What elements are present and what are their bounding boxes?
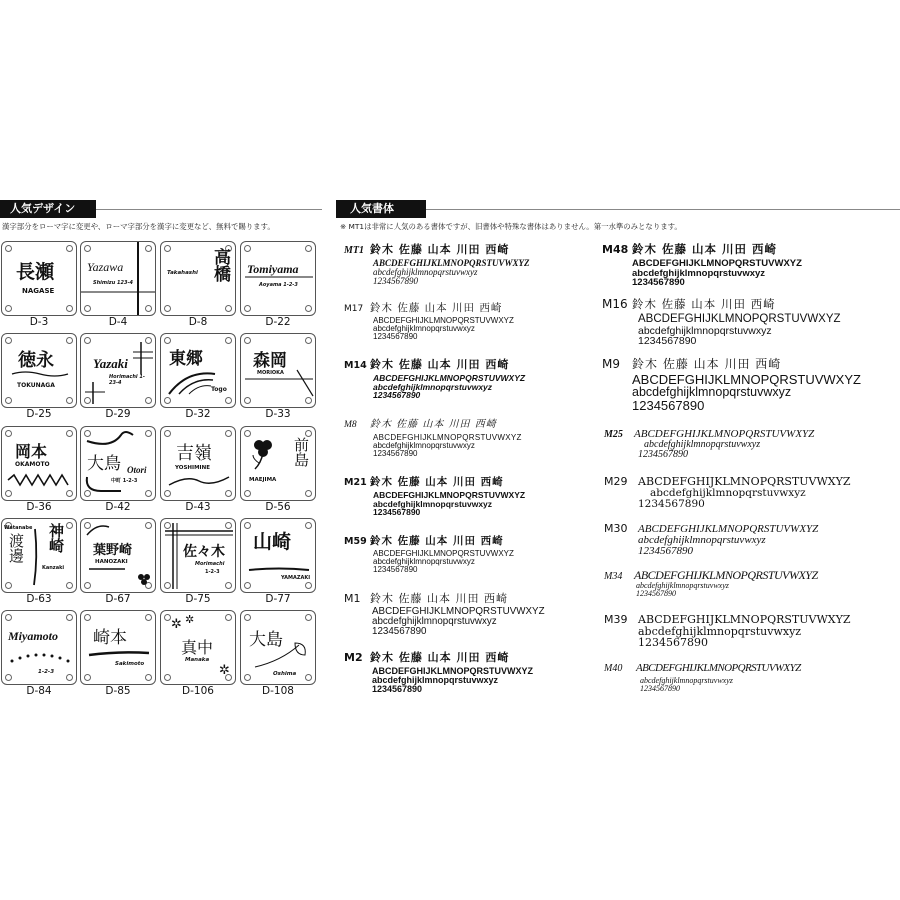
font-sample-m40[interactable] xyxy=(604,658,801,693)
font-digit-sample: 1234567890 xyxy=(373,390,421,400)
plate-d-43[interactable] xyxy=(160,426,236,501)
font-lower-sample: abcdefghijklmnopqrstuvwxyz xyxy=(640,676,733,685)
leaf-icon xyxy=(251,641,311,671)
screw-hole-icon xyxy=(5,397,12,404)
font-code: M34 xyxy=(604,571,623,582)
font-digit-sample: 1234567890 xyxy=(638,545,693,557)
font-jp-sample: 鈴木 佐藤 山本 川田 西崎 xyxy=(632,297,776,311)
font-upper-sample: ABCDEFGHIJKLMNOPQRSTUVWXYZ xyxy=(634,428,815,440)
plate-romaji: Otori xyxy=(127,465,147,475)
plate-d-4[interactable] xyxy=(80,241,156,316)
screw-hole-icon xyxy=(5,245,12,252)
font-sample-m25[interactable] xyxy=(604,424,814,460)
font-lower-sample: abcdefghijklmnopqrstuvwxyz xyxy=(373,557,475,566)
screw-hole-icon xyxy=(5,430,12,437)
screw-hole-icon xyxy=(164,490,171,497)
font-code: M1 xyxy=(344,592,361,605)
screw-hole-icon xyxy=(305,490,312,497)
plate-d-63[interactable] xyxy=(1,518,77,593)
font-code: M14 xyxy=(344,360,367,371)
plate-romaji: MORIOKA xyxy=(257,370,284,376)
screw-hole-icon xyxy=(305,582,312,589)
plate-code: D-84 xyxy=(26,685,52,697)
font-lower-sample: abcdefghijklmnopqrstuvwxyz xyxy=(373,498,493,509)
plate-d-32[interactable] xyxy=(160,333,236,408)
font-jp-sample: 鈴木 佐藤 山本 川田 西崎 xyxy=(370,592,508,605)
plate-name: 長瀬 xyxy=(16,261,55,283)
popular-designs-header: 人気デザイン xyxy=(0,200,96,218)
font-lower-sample: abcdefghijklmnopqrstuvwxyz xyxy=(650,487,806,499)
screw-hole-icon xyxy=(164,305,171,312)
pattern-border-icon xyxy=(6,473,72,487)
font-lower-sample: abcdefghijklmnopqrstuvwxyz xyxy=(636,581,729,590)
font-jp-sample: 鈴木 佐藤 山本 川田 西崎 xyxy=(370,651,510,664)
screw-hole-icon xyxy=(244,522,251,529)
plate-code: D-4 xyxy=(108,316,128,328)
font-upper-sample: ABCDEFGHIJKLMNOPQRSTUVWXYZ xyxy=(632,372,861,387)
font-sample-m48[interactable] xyxy=(602,240,802,288)
font-digit-sample: 1234567890 xyxy=(632,277,685,288)
plate-code: D-67 xyxy=(105,593,131,605)
font-lower-sample: abcdefghijklmnopqrstuvwxyz xyxy=(373,381,493,392)
plate-name: 崎本 xyxy=(93,628,127,648)
brush-stroke-icon xyxy=(167,368,217,396)
flourish-icon xyxy=(10,370,70,378)
font-code: M30 xyxy=(604,522,628,535)
font-digit-sample: 1234567890 xyxy=(632,397,705,413)
font-digit-sample: 1234567890 xyxy=(638,497,705,510)
font-code: M48 xyxy=(602,243,629,256)
font-digit-sample: 1234567890 xyxy=(373,332,418,341)
plate-code: D-22 xyxy=(265,316,291,328)
plate-romaji: Takahashi xyxy=(167,270,198,276)
header-rule xyxy=(426,209,900,210)
plate-romaji: OKAMOTO xyxy=(15,461,50,468)
plate-code: D-36 xyxy=(26,501,52,513)
font-code: M8 xyxy=(344,420,357,430)
font-sample-mt1[interactable] xyxy=(344,240,530,286)
font-upper-sample: ABCDEFGHIJKLMNOPQRSTUVWXYZ xyxy=(373,549,514,558)
screw-hole-icon xyxy=(164,245,171,252)
screw-hole-icon xyxy=(84,674,91,681)
screw-hole-icon xyxy=(164,614,171,621)
font-digit-sample: 1234567890 xyxy=(638,335,697,347)
plate-code: D-108 xyxy=(262,685,294,697)
screw-hole-icon xyxy=(5,614,12,621)
plate-d-29[interactable] xyxy=(80,333,156,408)
plate-romaji: Manaka xyxy=(185,657,210,663)
font-sample-m39[interactable] xyxy=(604,610,851,648)
font-sample-m30[interactable] xyxy=(604,519,818,557)
font-code: M59 xyxy=(344,536,367,547)
font-code: M40 xyxy=(604,663,623,674)
font-digit-sample: 1234567890 xyxy=(636,589,676,598)
plate-name: 真中 xyxy=(181,638,214,657)
screw-hole-icon xyxy=(5,337,12,344)
plate-d-25[interactable] xyxy=(1,333,77,408)
plate-code: D-25 xyxy=(26,408,52,420)
header-rule xyxy=(96,209,322,210)
font-sample-m2[interactable] xyxy=(344,648,533,694)
plate-d-33[interactable] xyxy=(240,333,316,408)
plate-code: D-33 xyxy=(265,408,291,420)
plate-name: 佐々木 xyxy=(183,544,225,560)
screw-hole-icon xyxy=(244,614,251,621)
plate-d-106[interactable] xyxy=(160,610,236,685)
font-upper-sample: ABCDEFGHIJKLMNOPQRSTUVWXYZ xyxy=(373,258,530,268)
plate-code: D-32 xyxy=(185,408,211,420)
plate-code: D-29 xyxy=(105,408,131,420)
plate-romaji: YOSHIMINE xyxy=(175,465,210,471)
plate-name: 山崎 xyxy=(253,531,292,553)
screw-hole-icon xyxy=(66,490,73,497)
font-jp-sample: 鈴木 佐藤 山本 川田 西崎 xyxy=(632,242,778,256)
plate-romaji: HANOZAKI xyxy=(95,559,128,565)
line-ornament-icon xyxy=(81,242,156,316)
font-sample-m16[interactable] xyxy=(602,295,841,347)
font-upper-sample: ABCDEFGHIJKLMNOPQRSTUVWXYZ xyxy=(373,316,514,325)
font-lower-sample: abcdefghijklmnopqrstuvwxyz xyxy=(632,267,766,279)
font-sample-m17[interactable] xyxy=(344,298,514,341)
font-lower-sample: abcdefghijklmnopqrstuvwxyz xyxy=(638,625,802,638)
font-upper-sample: ABCDEFGHIJKLMNOPQRSTUVWXYZ xyxy=(373,490,526,500)
font-jp-sample: 鈴木 佐藤 山本 川田 西崎 xyxy=(370,419,497,430)
screw-hole-icon xyxy=(225,614,232,621)
plate-address: Shimizu 123-4 xyxy=(93,280,133,286)
font-jp-sample: 鈴木 佐藤 山本 川田 西崎 xyxy=(370,302,503,314)
plate-name: Tomiyama xyxy=(247,262,299,276)
plate-name: Yazawa xyxy=(87,260,124,274)
plate-romaji: TOKUNAGA xyxy=(17,382,55,389)
font-upper-sample: ABCDEFGHIJKLMNOPQRSTUVWXYZ xyxy=(372,606,545,617)
brush-stroke-icon xyxy=(247,567,311,573)
plate-name: 渡邊 xyxy=(7,533,25,563)
plate-name: Yazaki xyxy=(93,356,128,371)
font-lower-sample: abcdefghijklmnopqrstuvwxyz xyxy=(372,675,499,685)
font-digit-sample: 1234567890 xyxy=(372,684,423,694)
screw-hole-icon xyxy=(66,397,73,404)
screw-hole-icon xyxy=(305,522,312,529)
screw-hole-icon xyxy=(225,397,232,404)
plate-address: Aoyama 1-2-3 xyxy=(259,282,298,288)
screw-hole-icon xyxy=(225,490,232,497)
screw-hole-icon xyxy=(305,674,312,681)
plate-d-56[interactable] xyxy=(240,426,316,501)
flower-icon: ✲ xyxy=(219,663,230,678)
plate-romaji: NAGASE xyxy=(22,287,55,295)
font-jp-sample: 鈴木 佐藤 山本 川田 西崎 xyxy=(370,535,504,547)
plate-code: D-85 xyxy=(105,685,131,697)
font-upper-sample: ABCDEFGHIJKLMNOPQRSTUVWXYZ xyxy=(373,373,526,383)
font-lower-sample: abcdefghijklmnopqrstuvwxyz xyxy=(632,385,792,399)
dots-ornament-icon xyxy=(8,651,72,665)
screw-hole-icon xyxy=(66,430,73,437)
font-digit-sample: 1234567890 xyxy=(638,449,688,460)
clover-icon xyxy=(249,435,277,471)
screw-hole-icon xyxy=(66,522,73,529)
font-sample-m8[interactable] xyxy=(344,414,522,458)
screw-hole-icon xyxy=(66,614,73,621)
font-code: M16 xyxy=(602,297,628,311)
plate-address: 1-2-3 xyxy=(205,569,220,575)
plate-code: D-42 xyxy=(105,501,131,513)
font-sample-m59[interactable] xyxy=(344,531,514,574)
font-upper-sample: ABCDEFGHIJKLMNOPQRSTUVWXYZ xyxy=(638,613,851,626)
plate-name: 大島 xyxy=(249,630,283,650)
font-lower-sample: abcdefghijklmnopqrstuvwxyz xyxy=(644,439,761,450)
font-lower-sample: abcdefghijklmnopqrstuvwxyz xyxy=(372,615,497,627)
screw-hole-icon xyxy=(164,337,171,344)
screw-hole-icon xyxy=(164,430,171,437)
screw-hole-icon xyxy=(5,305,12,312)
font-upper-sample: ABCDEFGHIJKLMNOPQRSTUVWXYZ xyxy=(632,258,802,269)
plate-romaji: Togo xyxy=(211,386,227,393)
font-upper-sample: ABCDEFGHIJKLMNOPQRSTUVWXYZ xyxy=(638,475,851,488)
plate-d-108[interactable] xyxy=(240,610,316,685)
brush-stroke-icon xyxy=(87,651,151,657)
font-code: M39 xyxy=(604,613,628,626)
font-digit-sample: 1234567890 xyxy=(373,507,421,517)
font-digit-sample: 1234567890 xyxy=(373,276,418,286)
screw-hole-icon xyxy=(225,305,232,312)
plate-d-75[interactable] xyxy=(160,518,236,593)
plate-code: D-8 xyxy=(188,316,208,328)
font-code: M2 xyxy=(344,651,363,664)
plate-romaji: Oshima xyxy=(273,671,297,677)
font-lower-sample: abcdefghijklmnopqrstuvwxyz xyxy=(638,534,766,546)
font-sample-m21[interactable] xyxy=(344,472,525,517)
plate-address: Morimachi xyxy=(195,561,225,567)
plate-code: D-56 xyxy=(265,501,291,513)
screw-hole-icon xyxy=(225,430,232,437)
screw-hole-icon xyxy=(244,582,251,589)
font-sample-m9[interactable] xyxy=(602,355,861,412)
screw-hole-icon xyxy=(66,305,73,312)
screw-hole-icon xyxy=(164,674,171,681)
plate-address: 1-2-3 xyxy=(38,669,55,675)
font-digit-sample: 1234567890 xyxy=(373,448,418,458)
font-lower-sample: abcdefghijklmnopqrstuvwxyz xyxy=(373,267,478,277)
plate-d-22[interactable] xyxy=(240,241,316,316)
font-code: MT1 xyxy=(344,245,364,256)
plate-code: D-3 xyxy=(29,316,49,328)
font-code: M29 xyxy=(604,475,628,488)
plate-d-8[interactable] xyxy=(160,241,236,316)
screw-hole-icon xyxy=(84,614,91,621)
font-digit-sample: 1234567890 xyxy=(373,565,418,574)
font-code: M21 xyxy=(344,477,367,488)
line-ornament-icon xyxy=(241,242,316,316)
font-digit-sample: 1234567890 xyxy=(640,684,680,693)
font-lower-sample: abcdefghijklmnopqrstuvwxyz xyxy=(638,324,772,337)
plate-name: 岡本 xyxy=(15,442,48,461)
font-digit-sample: 1234567890 xyxy=(638,636,708,649)
screw-hole-icon xyxy=(164,397,171,404)
font-jp-sample: 鈴木 佐藤 山本 川田 西崎 xyxy=(370,476,504,488)
screw-hole-icon xyxy=(66,582,73,589)
font-jp-sample: 鈴木 佐藤 山本 川田 西崎 xyxy=(632,357,782,371)
plate-romaji: MAEJIMA xyxy=(249,477,277,483)
plate-code: D-43 xyxy=(185,501,211,513)
screw-hole-icon xyxy=(5,490,12,497)
plate-name: 葉野崎 xyxy=(93,543,133,558)
font-upper-sample: ABCDEFGHIJKLMNOPQRSTUVWXYZ xyxy=(634,568,818,582)
plate-d-67[interactable] xyxy=(80,518,156,593)
font-upper-sample: ABCDEFGHIJKLMNOPQRSTUVWXYZ xyxy=(638,523,819,535)
flourish-icon xyxy=(167,475,231,489)
flower-icon: ✲ xyxy=(185,613,195,626)
divider-line-icon xyxy=(30,527,40,587)
plate-d-84[interactable] xyxy=(1,610,77,685)
plate-name: 森岡 xyxy=(253,351,287,371)
screw-hole-icon xyxy=(305,430,312,437)
font-digit-sample: 1234567890 xyxy=(372,625,427,637)
plate-address: 中町 1-2-3 xyxy=(111,478,138,484)
plate-romaji: Sakimoto xyxy=(115,661,145,667)
plate-code: D-77 xyxy=(265,593,291,605)
fonts-note: ※ MT1は非常に人気のある書体ですが、旧書体や特殊な書体はありません。第一水準のみとなります。 xyxy=(340,222,682,231)
font-jp-sample: 鈴木 佐藤 山本 川田 西崎 xyxy=(370,358,510,371)
plate-code: D-63 xyxy=(26,593,52,605)
plate-name: 徳永 xyxy=(18,350,54,371)
plate-d-3[interactable] xyxy=(1,241,77,316)
plate-d-36[interactable] xyxy=(1,426,77,501)
screw-hole-icon xyxy=(145,614,152,621)
screw-hole-icon xyxy=(244,674,251,681)
screw-hole-icon xyxy=(225,337,232,344)
screw-hole-icon xyxy=(5,582,12,589)
popular-fonts-header: 人気書体 xyxy=(336,200,426,218)
plate-name: Miyamoto xyxy=(8,629,58,643)
plate-name: 東郷 xyxy=(169,349,203,369)
font-sample-m1[interactable] xyxy=(344,589,545,636)
plate-name: 高橋 xyxy=(210,248,230,282)
screw-hole-icon xyxy=(66,674,73,681)
flower-icon: ✲ xyxy=(171,617,182,632)
plate-code: D-75 xyxy=(185,593,211,605)
screw-hole-icon xyxy=(66,337,73,344)
designs-note: 漢字部分をローマ字に変更や、ローマ字部分を漢字に変更など、無料で賜ります。 xyxy=(2,222,275,231)
screw-hole-icon xyxy=(305,614,312,621)
font-lower-sample: abcdefghijklmnopqrstuvwxyz xyxy=(373,440,475,450)
plate-d-85[interactable] xyxy=(80,610,156,685)
plate-d-42[interactable] xyxy=(80,426,156,501)
plate-name: 大鳥 xyxy=(87,454,121,474)
font-upper-sample: ABCDEFGHIJKLMNOPQRSTUVWXYZ xyxy=(373,432,522,442)
screw-hole-icon xyxy=(244,490,251,497)
font-code: M17 xyxy=(344,304,364,314)
font-sample-m29[interactable] xyxy=(604,472,851,509)
font-sample-m34[interactable] xyxy=(604,566,818,598)
screw-hole-icon xyxy=(66,245,73,252)
plate-name: 吉嶺 xyxy=(176,443,212,464)
plate-romaji: YAMAZAKI xyxy=(281,575,311,581)
font-lower-sample: abcdefghijklmnopqrstuvwxyz xyxy=(373,324,475,333)
font-upper-sample: ABCDEFGHIJKLMNOPQRSTUVWXYZ xyxy=(636,662,801,674)
plate-romaji: Kanzaki xyxy=(42,565,65,571)
plate-address: Horimachi 1-23-4 xyxy=(109,374,145,386)
font-upper-sample: ABCDEFGHIJKLMNOPQRSTUVWXYZ xyxy=(372,666,534,676)
font-upper-sample: ABCDEFGHIJKLMNOPQRSTUVWXYZ xyxy=(638,313,841,325)
screw-hole-icon xyxy=(145,674,152,681)
font-code: M25 xyxy=(604,429,623,440)
font-sample-m14[interactable] xyxy=(344,355,525,400)
plate-d-77[interactable] xyxy=(240,518,316,593)
plate-name: 前島 xyxy=(292,437,310,467)
plate-code: D-106 xyxy=(182,685,214,697)
font-jp-sample: 鈴木 佐藤 山本 川田 西崎 xyxy=(370,243,510,256)
plate-name: 神崎 xyxy=(47,523,65,553)
font-code: M9 xyxy=(602,357,620,371)
screw-hole-icon xyxy=(5,674,12,681)
plate-romaji: Watanabe xyxy=(4,525,33,531)
